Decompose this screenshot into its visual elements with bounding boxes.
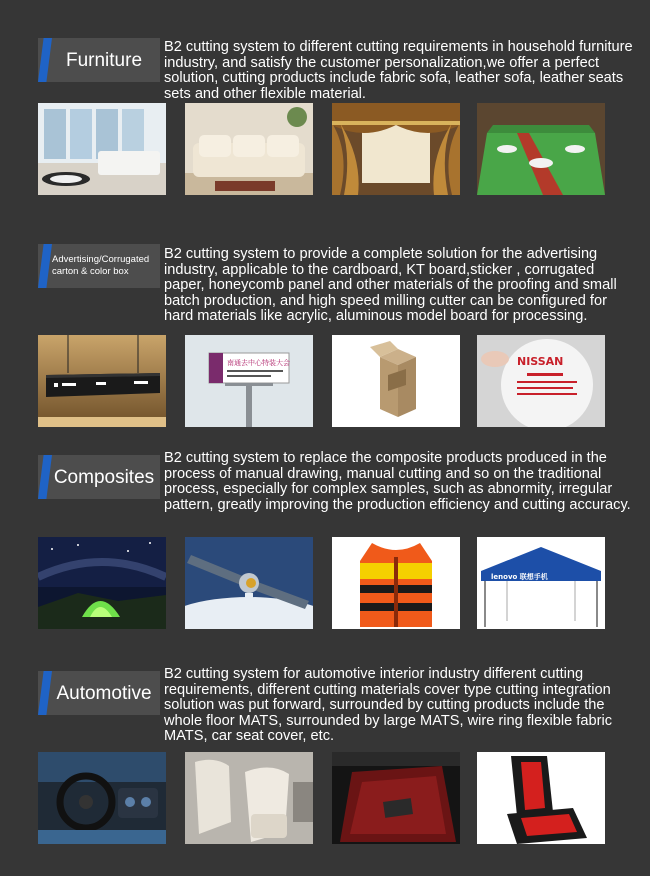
carton-box-photo (332, 335, 460, 427)
car-floor-mat-photo (332, 752, 460, 844)
tent-under-stars-photo (38, 537, 166, 629)
billboard-photo (185, 335, 313, 427)
photo-row (38, 103, 605, 195)
canopy-tent-photo (477, 537, 605, 629)
curtain-drapes-photo (332, 103, 460, 195)
section-label (38, 671, 160, 715)
car-dashboard-photo (38, 752, 166, 844)
red-car-seat-photo (477, 752, 605, 844)
photo-row (38, 537, 605, 629)
car-seats-photo (185, 752, 313, 844)
nissan-sticker-photo (477, 335, 605, 427)
satellite-astronaut-photo (185, 537, 313, 629)
accent-stripe (38, 455, 52, 499)
section-description: B2 cutting system to provide a complete solution for the advertising industry, applicable to the cardboard, KT board,sticker , corrugated paper, honeycomb panel and other materials of the proofing and small batch production, and high speed milling cutter can be configured for hard materials like acrylic, aluminous model board for processing. (164, 246, 617, 325)
section-description: B2 cutting system for automotive interior industry different cutting requirements, different cutting materials cover type cutting integration solution was put forward, surrounded by cutting products include the whole floor MATS, surrounded by large MATS, wire ring flexible fabric MATS, car seat cover, etc. (164, 666, 612, 745)
canopy-text: lenovo 联想手机 (491, 573, 548, 581)
section-label (38, 38, 160, 82)
section-label (38, 455, 160, 499)
life-jacket-photo (332, 537, 460, 629)
accent-stripe (38, 38, 52, 82)
white-sofa-living-room-photo (38, 103, 166, 195)
beige-leather-sofa-photo (185, 103, 313, 195)
sticker-text: NISSAN (517, 355, 564, 368)
section-label-text: Composites (53, 466, 155, 488)
green-tablecloth-photo (477, 103, 605, 195)
billboard-text: 南通去中心特装大会 (227, 359, 290, 367)
hanging-sign-photo (38, 335, 166, 427)
section-label-text: Advertising/Corrugated carton & color box (52, 254, 150, 277)
section-label (38, 244, 160, 288)
section-description: B2 cutting system to different cutting requirements in household furniture industry, and satisfy the customer personalization,we offer a perfect solution, cutting products include fabric sofa, leather sofa, leather seats sets and other flexible material. (164, 39, 633, 102)
section-label-text: Automotive (56, 682, 152, 704)
photo-row (38, 752, 605, 844)
accent-stripe (38, 671, 52, 715)
section-label-text: Furniture (65, 49, 143, 71)
section-description: B2 cutting system to replace the composite products produced in the process of manual drawing, manual cutting and so on the traditional process, especially for complex samples, such as abnormity, irregular pattern, greatly improving the production efficiency and cutting accuracy. (164, 450, 631, 513)
photo-row (38, 335, 605, 427)
